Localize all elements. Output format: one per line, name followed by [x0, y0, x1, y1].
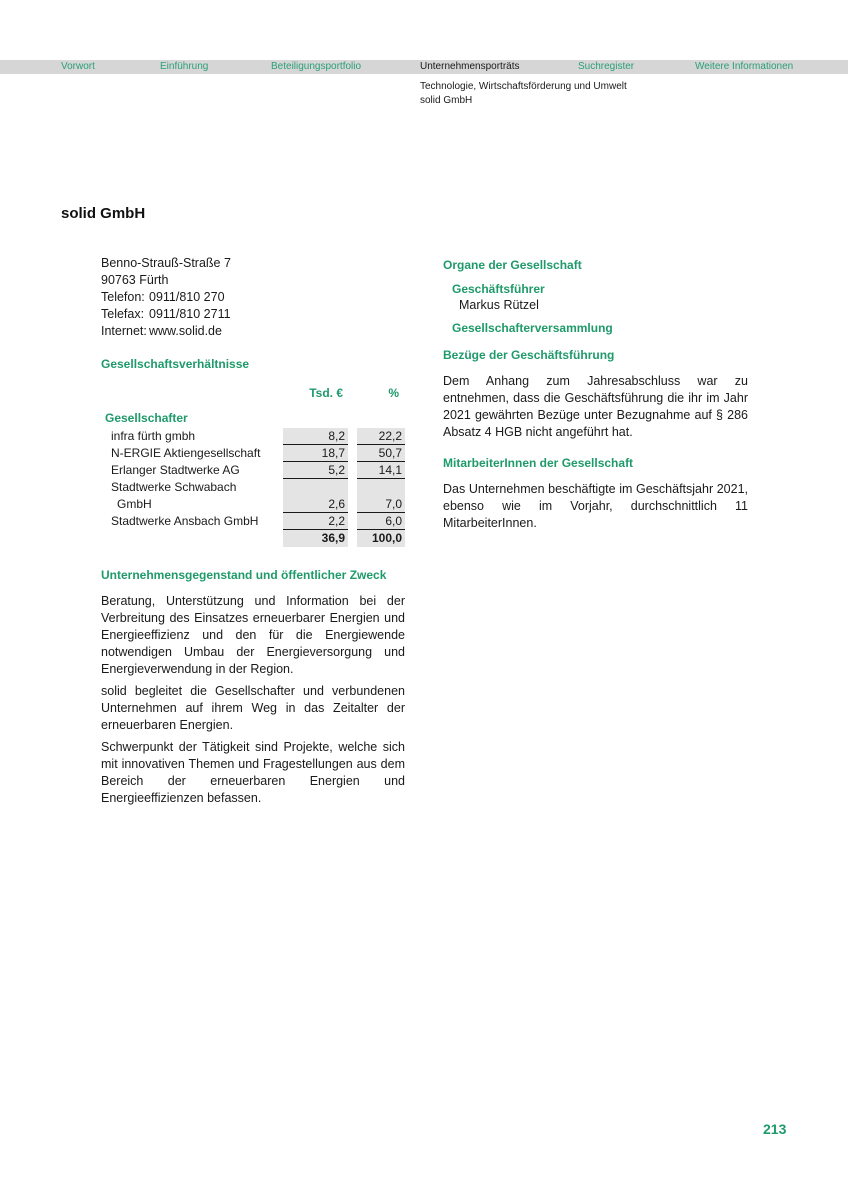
table-row — [101, 479, 405, 513]
nav-link-vorwort[interactable]: Vorwort — [61, 61, 95, 72]
column-header-tsd: Tsd. € — [309, 386, 343, 400]
employees-heading: MitarbeiterInnen der Gesellschaft — [443, 456, 634, 470]
purpose-paragraph: solid begleitet die Gesellschafter und verbundenen Unternehmen auf ihrem Weg in das Zeitalter der erneuerbaren Energien. — [101, 684, 405, 732]
purpose-text — [101, 593, 405, 807]
shareholder-assembly-label: Gesellschafterversammlung — [452, 321, 613, 335]
nav-link-einfuehrung[interactable]: Einführung — [160, 61, 209, 72]
address-web — [101, 323, 405, 340]
nav-link-beteiligungsportfolio[interactable]: Beteiligungsportfolio — [271, 61, 362, 72]
shareholder-tsd: 2,6 — [283, 479, 348, 513]
column-header-percent: % — [388, 386, 399, 400]
table-row — [101, 428, 405, 445]
organs-heading: Organe der Gesellschaft — [443, 258, 582, 272]
web-label: Internet: — [101, 324, 147, 338]
shareholder-name — [101, 479, 281, 513]
address-street: Benno-Strauß-Straße 7 — [101, 256, 231, 270]
table-group-label: Gesellschafter — [105, 411, 188, 425]
page-title: solid GmbH — [61, 205, 146, 222]
shareholder-name: N-ERGIE Aktiengesellschaft — [111, 446, 261, 460]
shareholding-heading: Gesellschaftsverhältnisse — [101, 357, 250, 371]
address-fax — [101, 306, 405, 323]
remuneration-text: Dem Anhang zum Jahresabschluss war zu entnehmen, dass die Geschäftsführung die ihr im Jahr 2021 gewährten Bezüge unter Bezugnahme auf § 286 Absatz 4 HGB nicht angeführt hat. — [443, 374, 748, 439]
shareholder-name-line2: GmbH — [117, 497, 152, 511]
shareholder-tsd: 5,2 — [283, 462, 348, 479]
shareholder-percent: 22,2 — [357, 428, 405, 445]
phone-value: 0911/810 270 — [149, 290, 225, 304]
left-column — [101, 255, 405, 812]
table-row — [101, 462, 405, 479]
table-row — [101, 445, 405, 462]
address-city: 90763 Fürth — [101, 273, 169, 287]
shareholder-percent: 6,0 — [357, 513, 405, 530]
purpose-paragraph: Schwerpunkt der Tätigkeit sind Projekte, welche sich mit innovativen Themen und Fragestellungen aus dem Bereich der erneuerbaren Energien und Energieeffizienzen befassen. — [101, 740, 405, 805]
address-phone — [101, 289, 405, 306]
shareholder-name: infra fürth gmbh — [111, 429, 196, 443]
remuneration-heading: Bezüge der Geschäftsführung — [443, 348, 615, 362]
shareholder-tsd: 18,7 — [283, 445, 348, 462]
total-percent: 100,0 — [357, 530, 405, 547]
web-link[interactable]: www.solid.de — [149, 324, 222, 338]
nav-link-unternehmensportraets[interactable]: Unternehmensporträts — [420, 61, 520, 72]
shareholder-name-line1: Stadtwerke Schwabach — [111, 480, 237, 494]
shareholder-tsd: 2,2 — [283, 513, 348, 530]
table-header — [101, 386, 405, 406]
shareholder-percent: 7,0 — [357, 479, 405, 513]
shareholder-percent: 14,1 — [357, 462, 405, 479]
table-total-row — [101, 530, 405, 547]
shareholder-table — [101, 386, 405, 547]
table-row — [101, 513, 405, 530]
managing-director-label: Geschäftsführer — [452, 282, 545, 296]
shareholder-tsd: 8,2 — [283, 428, 348, 445]
nav-link-suchregister[interactable]: Suchregister — [578, 61, 635, 72]
purpose-heading: Unternehmensgegenstand und öffentlicher Zweck — [101, 568, 387, 582]
purpose-paragraph: Beratung, Unterstützung und Information bei der Verbreitung des Einsatzes erneuerbarer Energien und Energieeffizienz und den für die Energiewende notwendigen Umbau der Energieversorgung und Energieverwendung in der Region. — [101, 594, 405, 676]
shareholder-name: Stadtwerke Ansbach GmbH — [111, 514, 259, 528]
breadcrumb-category: Technologie, Wirtschaftsförderung und Umwelt — [420, 81, 627, 92]
phone-label: Telefon: — [101, 290, 145, 304]
page-number: 213 — [763, 1121, 787, 1137]
fax-value: 0911/810 2711 — [149, 307, 231, 321]
managing-director-name: Markus Rützel — [459, 298, 539, 312]
total-tsd: 36,9 — [283, 530, 348, 547]
right-column — [443, 255, 748, 537]
employees-text: Das Unternehmen beschäftigte im Geschäftsjahr 2021, ebenso wie im Vorjahr, durchschnittlich 11 MitarbeiterInnen. — [443, 482, 748, 530]
total-label — [101, 530, 281, 547]
breadcrumb-company: solid GmbH — [420, 95, 473, 106]
shareholder-name: Erlanger Stadtwerke AG — [111, 463, 240, 477]
shareholder-percent: 50,7 — [357, 445, 405, 462]
nav-link-weitere-informationen[interactable]: Weitere Informationen — [695, 61, 794, 72]
fax-label: Telefax: — [101, 307, 145, 321]
